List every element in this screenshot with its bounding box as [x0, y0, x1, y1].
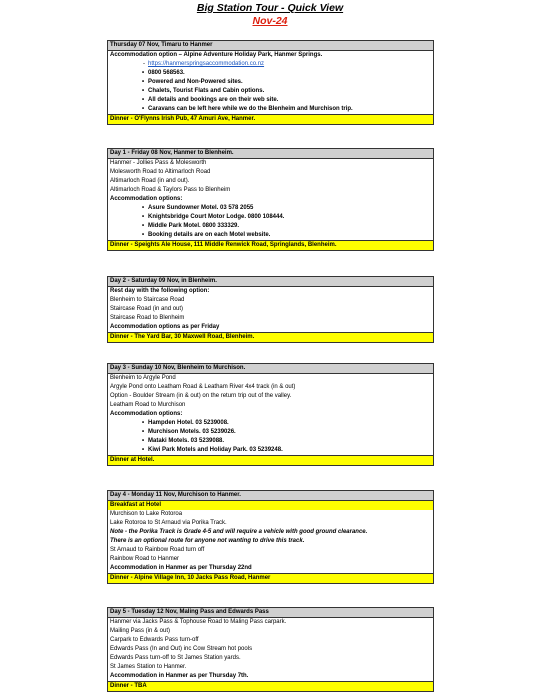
route-line: Rainbow Road to Hanmer — [110, 556, 180, 562]
bold-line: Accommodation in Hanmer as per Thursday 7th. — [110, 673, 249, 679]
day-block — [107, 490, 434, 584]
bold-line: Accommodation options as per Friday — [110, 324, 220, 330]
route-line: Mailing Pass (in & out) — [110, 628, 171, 634]
bold-line: Accommodation options: — [110, 411, 183, 417]
route-line: St Arnaud to Rainbow Road turn off — [110, 547, 205, 553]
route-line: Edwards Pass turn-off to St James Station yards. — [110, 655, 241, 661]
accommodation-bullet: • Knightsbridge Court Motor Lodge. 0800 108444. — [108, 213, 433, 222]
bold-line: Accommodation option – Alpine Adventure Holiday Park, Hanmer Springs. — [110, 52, 323, 58]
route-line: Altimarloch Road & Taylors Pass to Blenheim — [110, 187, 231, 193]
route-line: Staircase Road to Blenheim — [110, 315, 185, 321]
day-block — [107, 607, 434, 692]
route-line: Edwards Pass (In and Out) inc Cow Stream hot pools — [110, 646, 253, 652]
day-header: Day 1 - Friday 08 Nov, Hanmer to Blenheim. — [108, 149, 433, 159]
dinner-line: Dinner - Speights Ale House, 111 Middle Renwick Road, Springlands, Blenheim. — [108, 240, 433, 250]
dinner-line: Dinner - Alpine Village Inn, 10 Jacks Pass Road, Hanmer — [108, 573, 433, 583]
route-line: Option - Boulder Stream (in & out) on the return trip out of the valley. — [110, 393, 292, 399]
route-line: Staircase Road (in and out) — [110, 306, 184, 312]
route-line: Leatham Road to Murchison — [110, 402, 186, 408]
accommodation-bullet: • 0800 568563. — [108, 69, 433, 78]
bold-line: Accommodation options: — [110, 196, 183, 202]
dinner-line: Dinner at Hotel. — [108, 455, 433, 465]
note-line: There is an optional route for anyone not wanting to drive this track. — [110, 538, 305, 544]
route-line: Argyle Pond onto Leatham Road & Leatham River 4x4 track (in & out) — [110, 384, 296, 390]
bold-line: Rest day with the following option: — [110, 288, 210, 294]
route-line: Blenheim to Staircase Road — [110, 297, 185, 303]
note-line: Note - the Porika Track is Grade 4-5 and will require a vehicle with good ground clearance. — [110, 529, 368, 535]
route-line: Altimarloch Road (in and out). — [110, 178, 190, 184]
route-line: Murchison to Lake Rotoroa — [110, 511, 183, 517]
accommodation-bullet: • Kiwi Park Motels and Holiday Park. 03 5239248. — [108, 446, 433, 455]
route-line: Lake Rotoroa to St Arnaud via Porika Track. — [110, 520, 227, 526]
accommodation-bullet: • Asure Sundowner Motel. 03 578 2055 — [108, 204, 433, 213]
page-subtitle: Nov-24 — [252, 15, 288, 27]
accommodation-bullet: • Middle Park Motel. 0800 333329. — [108, 222, 433, 231]
accommodation-bullet: • Chalets, Tourist Flats and Cabin options. — [108, 87, 433, 96]
accommodation-bullet: • All details and bookings are on their web site. — [108, 96, 433, 105]
website-link[interactable]: - https://hanmerspringsaccommodation.co.nz — [108, 60, 433, 69]
route-line: Molesworth Road to Altimarloch Road — [110, 169, 211, 175]
route-line: Blenheim to Argyle Pond — [110, 375, 176, 381]
day-header: Day 2 - Saturday 09 Nov, in Blenheim. — [108, 277, 433, 287]
bold-line: Accommodation in Hanmer as per Thursday 22nd — [110, 565, 252, 571]
dinner-line: Dinner - The Yard Bar, 30 Maxwell Road, Blenheim. — [108, 332, 433, 342]
accommodation-bullet: • Caravans can be left here while we do the Blenheim and Murchison trip. — [108, 105, 433, 114]
day-header: Thursday 07 Nov, Timaru to Hanmer — [108, 41, 433, 51]
route-line: Hanmer - Jollies Pass & Molesworth — [110, 160, 207, 166]
accommodation-bullet: • Murchison Motels. 03 5239026. — [108, 428, 433, 437]
day-header: Day 3 - Sunday 10 Nov, Blenheim to Murchison. — [108, 364, 433, 374]
day-block — [107, 148, 434, 251]
dinner-line: Dinner - TBA — [108, 681, 433, 691]
day-block — [107, 363, 434, 466]
breakfast-note: Breakfast at Hotel — [108, 501, 433, 510]
accommodation-bullet: • Hampden Hotel. 03 5239008. — [108, 419, 433, 428]
day-block — [107, 276, 434, 343]
day-header: Day 5 - Tuesday 12 Nov, Maling Pass and Edwards Pass — [108, 608, 433, 618]
route-line: Hanmer via Jacks Pass & Tophouse Road to Maling Pass carpark. — [110, 619, 287, 625]
accommodation-bullet: • Powered and Non-Powered sites. — [108, 78, 433, 87]
page-title: Big Station Tour - Quick View — [196, 2, 344, 14]
route-line: St James Station to Hanmer. — [110, 664, 187, 670]
accommodation-bullet: • Booking details are on each Motel website. — [108, 231, 433, 240]
accommodation-bullet: • Mataki Motels. 03 5239088. — [108, 437, 433, 446]
route-line: Carpark to Edwards Pass turn-off — [110, 637, 199, 643]
day-block — [107, 40, 434, 125]
dinner-line: Dinner - O'Flynns Irish Pub, 47 Amuri Ave, Hanmer. — [108, 114, 433, 124]
day-header: Day 4 - Monday 11 Nov, Murchison to Hanmer. — [108, 491, 433, 501]
